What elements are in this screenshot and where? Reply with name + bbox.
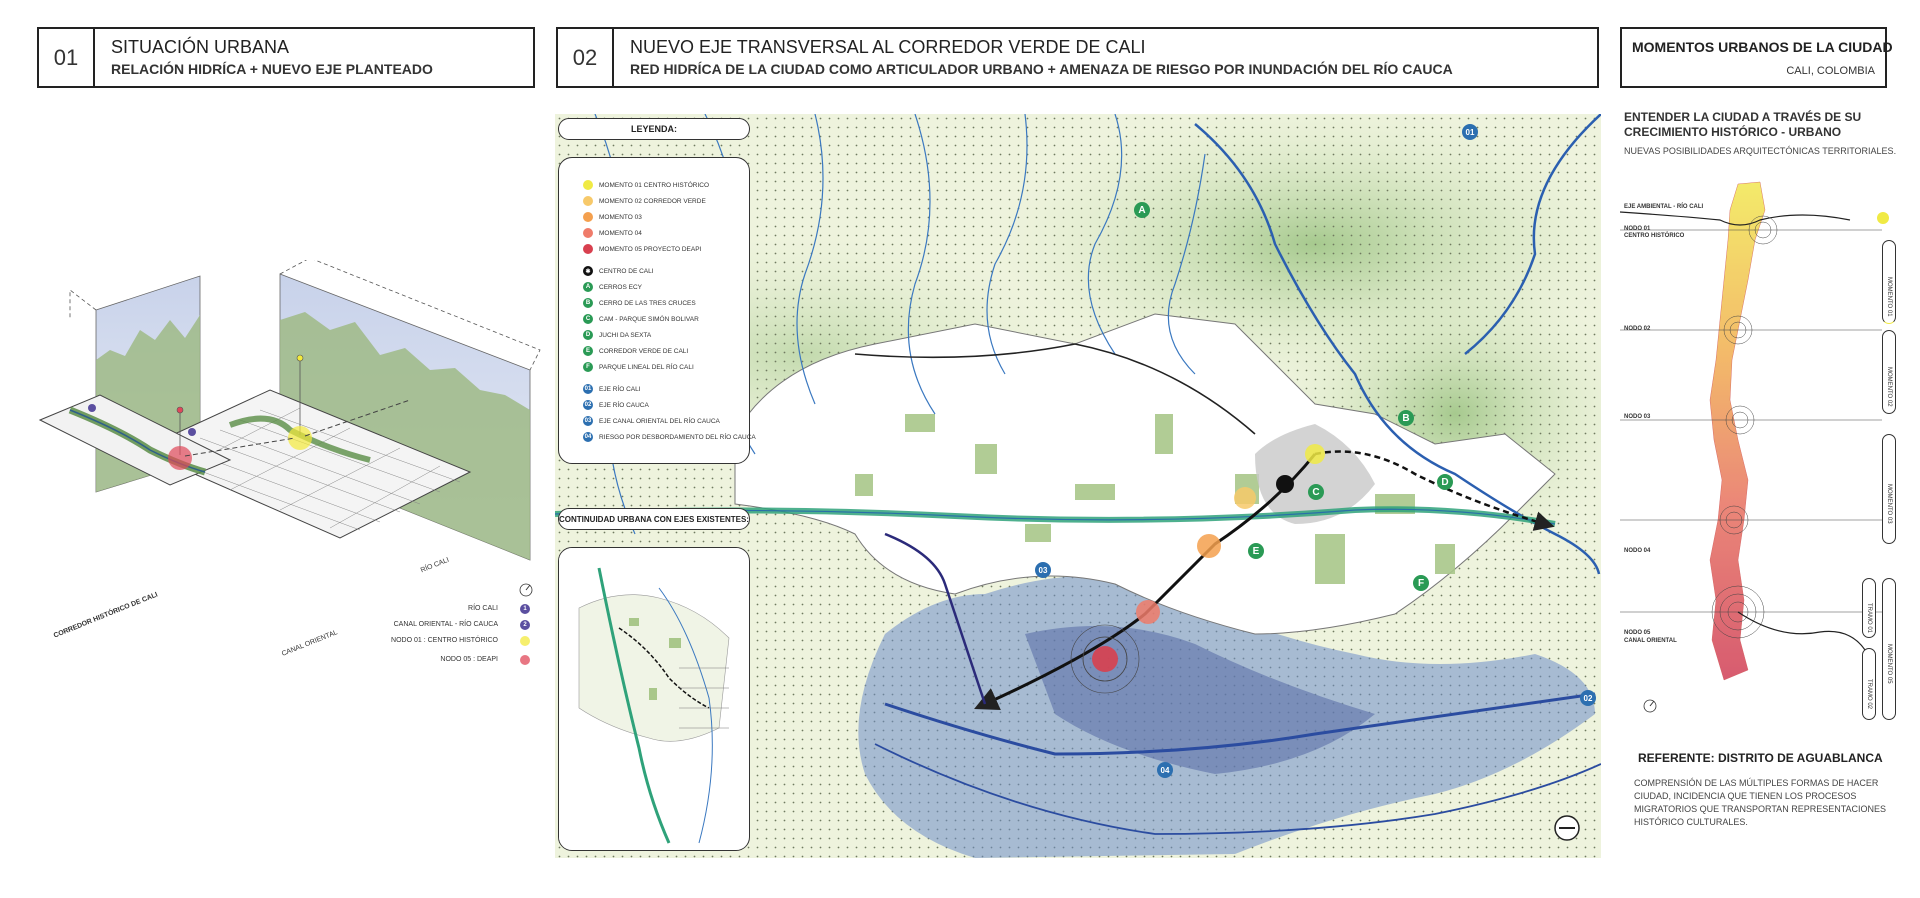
legend-label: MOMENTO 03	[599, 213, 642, 221]
legend-swatch-icon	[583, 212, 593, 222]
section-title: MOMENTOS URBANOS DE LA CIUDAD	[1632, 39, 1893, 55]
right-heading-l1: ENTENDER LA CIUDAD A TRAVÉS DE SU	[1624, 110, 1862, 124]
node-label: NODO 04	[1624, 548, 1651, 554]
legend-label: MOMENTO 02 CORREDOR VERDE	[599, 197, 706, 205]
legend-item	[583, 432, 756, 442]
legend-label: MOMENTO 01 CENTRO HISTÓRICO	[599, 181, 710, 189]
moment-box-03: MOMENTO 03	[1882, 434, 1896, 544]
legend-label: CENTRO DE CALI	[599, 267, 654, 275]
map-green-badge: C	[1308, 484, 1324, 500]
legend-swatch-icon: B	[583, 298, 593, 308]
legend-label: CERROS ECY	[599, 283, 642, 291]
legend-swatch-icon	[583, 196, 593, 206]
right-heading-l2: CRECIMIENTO HISTÓRICO - URBANO	[1624, 125, 1842, 139]
legend-label: RIESGO POR DESBORDAMIENTO DEL RÍO CAUCA	[599, 433, 756, 441]
legend-item	[583, 244, 701, 254]
legend-label: JUCHI DA SEXTA	[599, 331, 652, 339]
node-label: NODO 02	[1624, 326, 1651, 332]
map-blue-badge: 04	[1157, 762, 1173, 778]
legend-label: EJE RÍO CAUCA	[599, 401, 649, 409]
referent-text-l4: HISTÓRICO CULTURALES.	[1634, 817, 1748, 827]
legend-swatch-icon: 04	[584, 434, 592, 440]
map-green-badge: F	[1413, 575, 1429, 591]
node-01-marker	[288, 426, 312, 450]
legend-item	[583, 282, 642, 292]
node-label: NODO 03	[1624, 414, 1651, 420]
section-number: 01	[39, 29, 95, 86]
legend-label: MOMENTO 04	[599, 229, 642, 237]
legend-label: EJE CANAL ORIENTAL DEL RÍO CAUCA	[599, 417, 720, 425]
iso-legend-swatch-icon: 2	[520, 620, 530, 630]
legend-item	[583, 212, 642, 222]
moment-01-marker	[1305, 444, 1325, 464]
eje-ambiental-label: EJE AMBIENTAL - RÍO CALI	[1624, 204, 1704, 210]
moment-05-marker	[1092, 646, 1118, 672]
section-title: NUEVO EJE TRANSVERSAL AL CORREDOR VERDE DE CALI	[630, 37, 1146, 57]
moment-box-01: MOMENTO 01	[1882, 240, 1896, 324]
legend-item	[583, 266, 654, 276]
moment-box-05: MOMENTO 05	[1882, 578, 1896, 720]
map-green-badge: D	[1437, 474, 1453, 490]
moment-03-marker	[1197, 534, 1221, 558]
legend-swatch-icon: 03	[584, 418, 592, 424]
iso-legend-label: CANAL ORIENTAL - RÍO CAUCA	[393, 621, 498, 628]
city-center-marker	[1276, 475, 1294, 493]
legend-label: PARQUE LINEAL DEL RÍO CALI	[599, 363, 694, 371]
referent-text-l2: CIUDAD, INCIDENCIA QUE TIENEN LOS PROCESOS	[1634, 791, 1857, 801]
section-subtitle: RELACIÓN HIDRÍCA + NUEVO EJE PLANTEADO	[111, 61, 433, 77]
legend-swatch-icon	[583, 180, 593, 190]
legend-label: CERRO DE LAS TRES CRUCES	[599, 299, 696, 307]
section-01-header	[37, 27, 535, 88]
iso-legend-label: NODO 01 : CENTRO HISTÓRICO	[391, 637, 498, 644]
legend-swatch-icon: A	[583, 282, 593, 292]
legend-panel	[558, 157, 756, 464]
moment-box-02: MOMENTO 02	[1882, 330, 1896, 414]
legend-item	[583, 416, 720, 426]
legend-item	[583, 196, 706, 206]
section-title: SITUACIÓN URBANA	[111, 37, 290, 57]
moment-box-tramo-01: TRAMO 01	[1862, 578, 1876, 638]
node-label: CENTRO HISTÓRICO	[1624, 233, 1685, 239]
legend-item	[583, 228, 642, 238]
section-03-header	[1620, 27, 1893, 88]
legend-item	[583, 400, 649, 410]
right-subheading: NUEVAS POSIBILIDADES ARQUITECTÓNICAS TERRITORIALES.	[1624, 146, 1897, 156]
legend-item	[583, 346, 688, 356]
section-02-header	[556, 27, 1599, 88]
map-blue-badge: 03	[1035, 562, 1051, 578]
iso-legend-swatch-icon: 1	[520, 604, 530, 614]
legend-swatch-icon: F	[583, 362, 593, 372]
map-green-badge: E	[1248, 543, 1264, 559]
referent-text-l1: COMPRENSIÓN DE LAS MÚLTIPLES FORMAS DE HACER	[1634, 778, 1879, 788]
map-green-badge: B	[1398, 410, 1414, 426]
iso-legend-label: RÍO CALI	[468, 605, 498, 612]
legend-swatch-icon: D	[583, 330, 593, 340]
map-blue-badge: 02	[1580, 690, 1596, 706]
moment-box-tramo-02: TRAMO 02	[1862, 648, 1876, 720]
legend-item	[583, 180, 709, 190]
moment-04-marker	[1136, 600, 1160, 624]
section-subtitle: RED HIDRÍCA DE LA CIUDAD COMO ARTICULADOR URBANO + AMENAZA DE RIESGO POR INUNDACIÓN DEL RÍO CAUCA	[630, 61, 1453, 77]
node-05-marker	[168, 446, 192, 470]
node-label: CANAL ORIENTAL	[1624, 638, 1677, 644]
map-green-badge: A	[1134, 202, 1150, 218]
legend-swatch-icon: E	[583, 346, 593, 356]
legend-swatch-icon: 02	[584, 402, 592, 408]
continuity-minimap	[559, 548, 747, 848]
legend-item	[583, 384, 641, 394]
legend-item	[583, 362, 694, 372]
iso-label-corredor: CORREDOR HISTÓRICO DE CALI	[52, 591, 159, 640]
continuity-panel	[558, 547, 750, 851]
section-number: 02	[558, 29, 614, 86]
node-label: NODO 05	[1624, 630, 1651, 636]
legend-label: CORREDOR VERDE DE CALI	[599, 347, 689, 355]
legend-swatch-icon	[583, 244, 593, 254]
legend-swatch-icon	[583, 228, 593, 238]
city-growth-shape	[1710, 182, 1765, 680]
iso-legend-swatch-icon	[520, 655, 530, 665]
legend-swatch-icon: 01	[584, 386, 592, 392]
iso-legend-swatch-icon	[520, 636, 530, 646]
referent-text-l3: MIGRATORIOS QUE TRANSPORTAN REPRESENTACIONES	[1634, 804, 1887, 814]
iso-label-rio-cali: RÍO CALI	[419, 556, 451, 575]
continuity-title: CONTINUIDAD URBANA CON EJES EXISTENTES:	[558, 508, 750, 530]
legend-item	[583, 330, 651, 340]
legend-label: MOMENTO 05 PROYECTO DEAPI	[599, 245, 702, 253]
section-location: CALI, COLOMBIA	[1786, 65, 1875, 77]
legend-label: EJE RÍO CALI	[599, 385, 641, 393]
iso-legend-label: NODO 05 : DEAPI	[440, 656, 498, 663]
legend-swatch-icon: ✱	[583, 266, 593, 276]
legend-label: CAM - PARQUE SIMÓN BOLIVAR	[599, 315, 699, 323]
moment-02-marker	[1234, 487, 1256, 509]
referent-title: REFERENTE: DISTRITO DE AGUABLANCA	[1638, 751, 1883, 765]
legend-swatch-icon: C	[583, 314, 593, 324]
node-label: NODO 01	[1624, 226, 1651, 232]
iso-label-canal: CANAL ORIENTAL	[280, 629, 339, 658]
map-blue-badge: 01	[1462, 124, 1478, 140]
legend-title: LEYENDA:	[558, 118, 750, 140]
legend-item	[583, 298, 696, 308]
legend-item	[583, 314, 699, 324]
